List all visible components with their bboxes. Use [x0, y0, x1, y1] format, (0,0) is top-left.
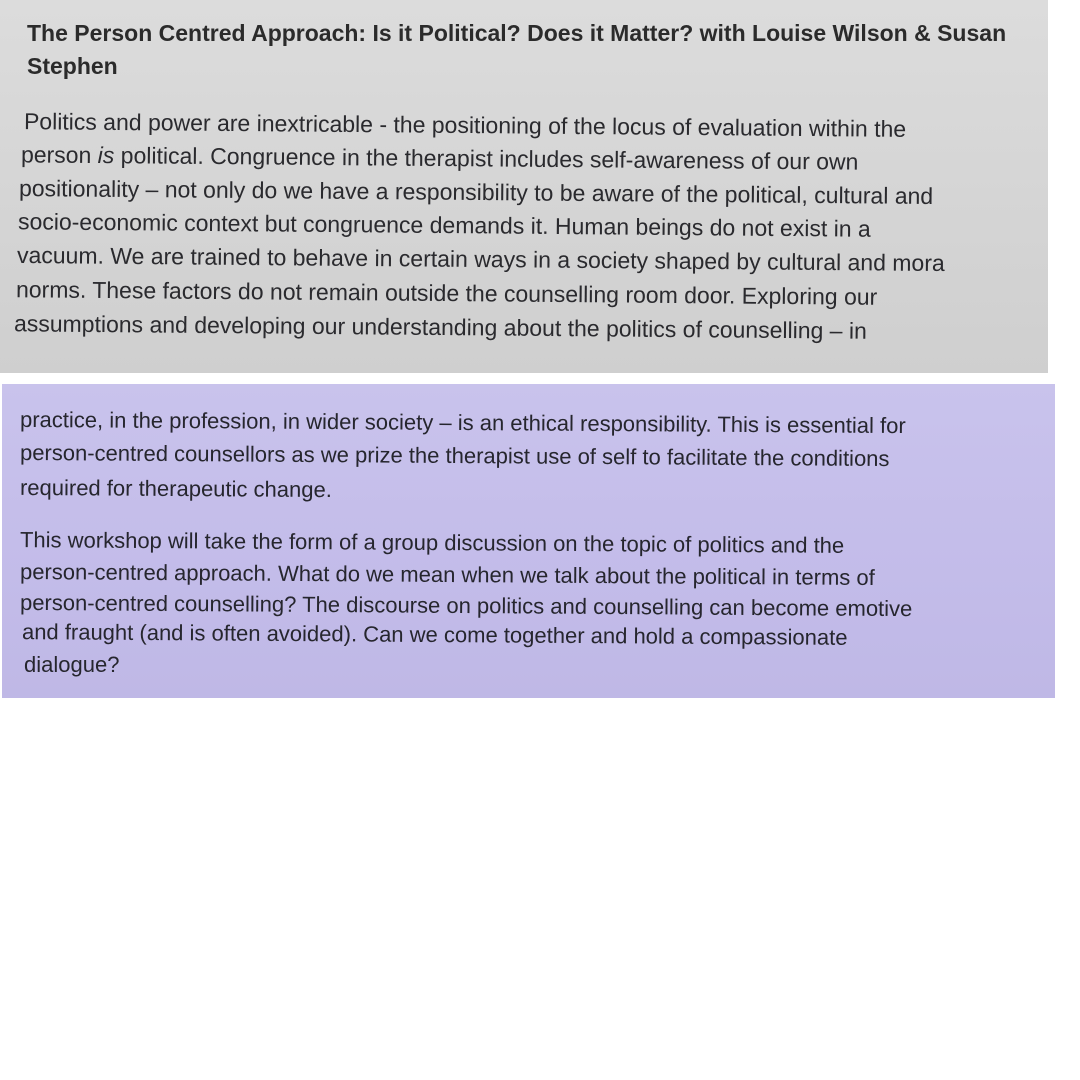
paragraph-line: socio-economic context but congruence demands it. Human beings do not exist in a	[17, 208, 871, 242]
workshop-title: The Person Centred Approach: Is it Political? Does it Matter? with Louise Wilson & Susan Stephen	[27, 20, 1007, 79]
paragraph-line: dialogue?	[24, 652, 120, 677]
paragraph-line: norms. These factors do not remain outside the counselling room door. Exploring our	[15, 276, 878, 310]
paragraph-line: person-centred approach. What do we mean when we talk about the political in terms of	[19, 559, 875, 590]
paragraph-line: person is political. Congruence in the therapist includes self-awareness of our own	[20, 141, 859, 175]
paragraph-line: positionality – not only do we have a responsibility to be aware of the political, cultural and	[18, 175, 934, 209]
paragraph-line: This workshop will take the form of a group discussion on the topic of politics and the	[19, 527, 845, 558]
bottom-photo-panel	[2, 384, 1055, 698]
paragraph-line: Politics and power are inextricable - the positioning of the locus of evaluation within the	[23, 108, 907, 142]
paragraph-line: person-centred counsellors as we prize the therapist use of self to facilitate the conditions	[19, 439, 890, 472]
paragraph-line: assumptions and developing our understanding about the politics of counselling – in	[13, 310, 867, 344]
paragraph-line: required for therapeutic change.	[19, 474, 332, 503]
paragraph-line: practice, in the profession, in wider society – is an ethical responsibility. This is essential for	[19, 406, 906, 439]
paragraph-line: and fraught (and is often avoided). Can we come together and hold a compassionate	[21, 619, 848, 650]
top-photo-panel	[0, 0, 1048, 373]
paragraph-line: person-centred counselling? The discourse on politics and counselling can become emotive	[19, 589, 913, 622]
paragraph-line: vacuum. We are trained to behave in certain ways in a society shaped by cultural and mora	[16, 241, 945, 277]
